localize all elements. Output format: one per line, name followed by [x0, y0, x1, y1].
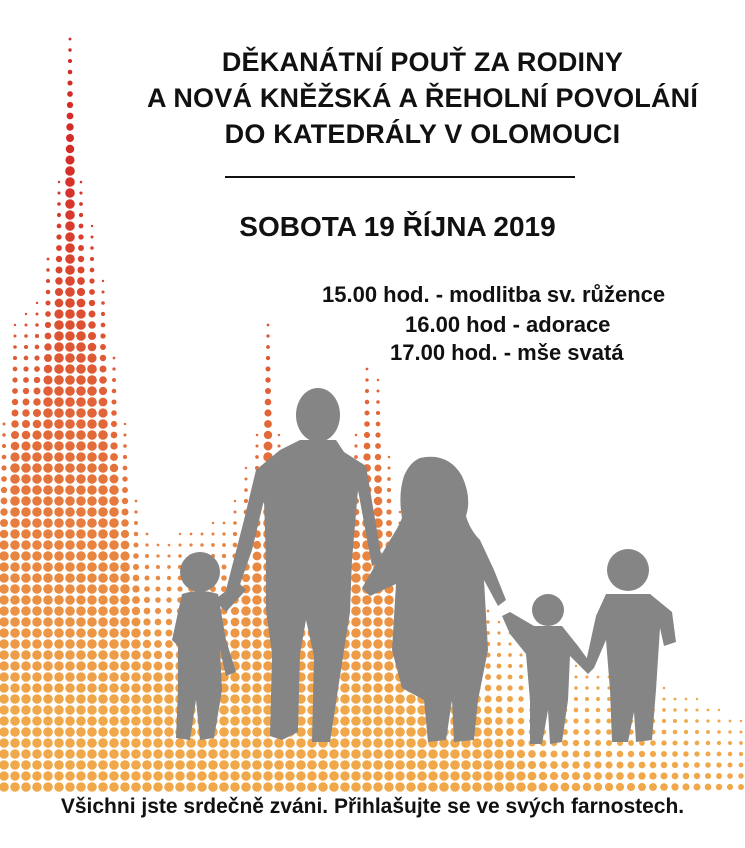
- title-line-1: DĚKANÁTNÍ POUŤ ZA RODINY: [221, 47, 624, 77]
- schedule-item-rosary: 15.00 hod. - modlitba sv. růžence: [322, 282, 666, 307]
- event-date: SOBOTA 19 ŘÍJNA 2019: [239, 211, 556, 242]
- title-line-3: DO KATEDRÁLY V OLOMOUCI: [224, 119, 621, 149]
- girl-silhouette: [502, 594, 594, 744]
- title-line-2: A NOVÁ KNĚŽSKÁ A ŘEHOLNÍ POVOLÁNÍ: [146, 83, 699, 113]
- schedule-item-mass: 17.00 hod. - mše svatá: [390, 340, 624, 365]
- schedule-item-adoration: 16.00 hod - adorace: [405, 312, 611, 337]
- footer-invitation: Všichni jste srdečně zváni. Přihlašujte se ve svých farnostech.: [60, 795, 685, 818]
- man-silhouette: [226, 388, 382, 742]
- boy-silhouette: [586, 549, 676, 742]
- woman-silhouette: [362, 457, 506, 742]
- title-divider: [225, 176, 575, 178]
